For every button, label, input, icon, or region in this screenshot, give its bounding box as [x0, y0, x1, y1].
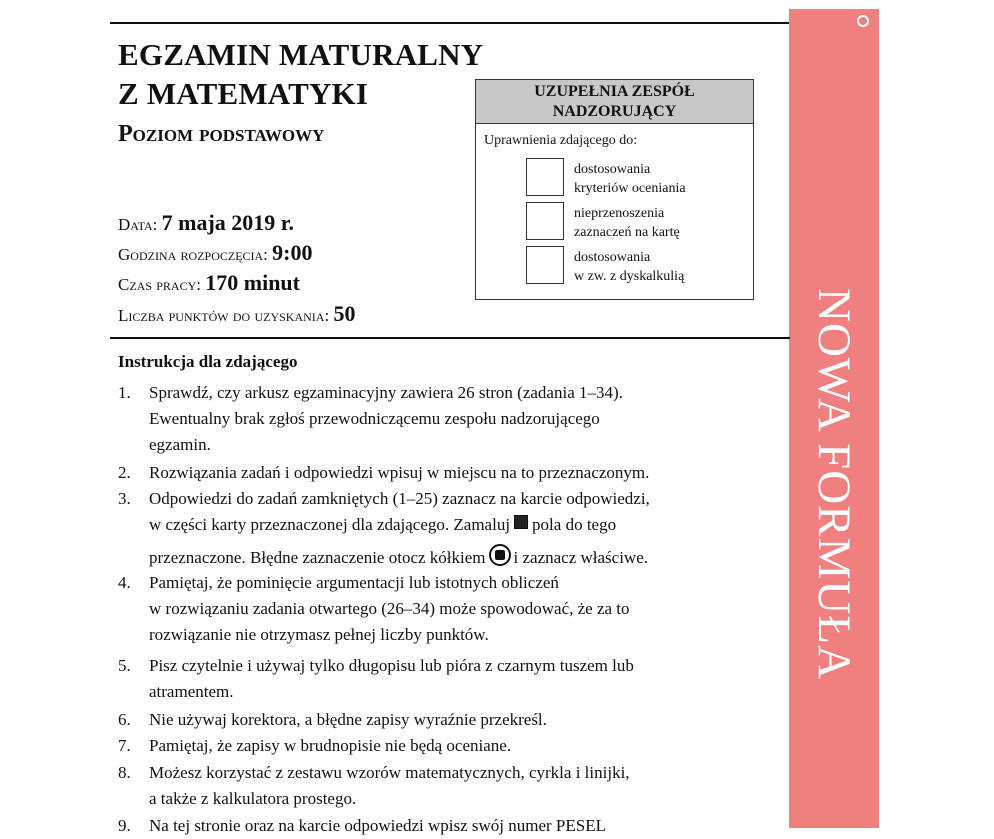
top-rule	[110, 22, 790, 24]
duration-value: 170 minut	[205, 270, 300, 295]
proctor-header-line1: UZUPEŁNIA ZESPÓŁ	[534, 83, 695, 100]
points-label: Liczba punktów do uzyskania:	[118, 306, 330, 325]
date-row	[118, 210, 294, 236]
date-label: Data:	[118, 215, 158, 234]
instruction-item: 8. Możesz korzystać z zestawu wzorów matematycznych, cyrkla i linijki, a także z kalkulatora prostego.	[118, 763, 630, 808]
instruction-item: 3. Odpowiedzi do zadań zamkniętych (1–25) zaznacz na karcie odpowiedzi, w części karty przeznaczonej dla zdającego. Zamaluj pola do tego przeznaczone. Błędne zaznaczenie otocz kółkiem i zaznacz właściwe.	[118, 489, 650, 567]
new-formula-label: NOWA FORMUŁA	[808, 288, 860, 680]
filled-square-icon	[514, 515, 528, 529]
circled-square-icon	[489, 544, 511, 566]
checkbox-label-dyscalculia: dostosowania w zw. z dyskalkulią	[574, 250, 685, 284]
exam-level: Poziom podstawowy	[118, 121, 325, 147]
proctor-header-line2: NADZORUJĄCY	[552, 103, 677, 120]
checkbox-dyscalculia[interactable]	[526, 246, 564, 284]
instruction-item: 7. Pamiętaj, że zapisy w brudnopisie nie będą oceniane.	[118, 736, 512, 755]
checkbox-adapted-grading[interactable]	[526, 158, 564, 196]
band-ring-icon	[857, 15, 869, 27]
instruction-item: 6. Nie używaj korektora, a błędne zapisy wyraźnie przekreśl.	[118, 710, 547, 729]
start-row	[118, 240, 313, 266]
checkbox-label-adapted-grading: dostosowania kryteriów oceniania	[574, 162, 686, 196]
section-rule	[110, 337, 790, 339]
start-value: 9:00	[272, 240, 313, 265]
duration-label: Czas pracy:	[118, 275, 201, 294]
instruction-item: 4. Pamiętaj, że pominięcie argumentacji lub istotnych obliczeń w rozwiązaniu zadania otwartego (26–34) może spowodować, że za to rozwiązanie nie otrzymasz pełnej liczby punktów.	[118, 573, 630, 644]
date-value: 7 maja 2019 r.	[161, 210, 295, 235]
points-value: 50	[333, 301, 356, 326]
proctor-box-header	[476, 80, 753, 124]
exam-title-line1: EGZAMIN MATURALNY	[118, 37, 484, 72]
instruction-item: 9. Na tej stronie oraz na karcie odpowiedzi wpisz swój numer PESEL	[118, 816, 606, 835]
exam-title-line2: Z MATEMATYKI	[118, 76, 369, 111]
points-row	[118, 301, 355, 327]
proctor-box-lead: Uprawnienia zdającego do:	[484, 133, 638, 148]
instructions-title: Instrukcja dla zdającego	[118, 352, 298, 371]
instruction-item: 1. Sprawdź, czy arkusz egzaminacyjny zawiera 26 stron (zadania 1–34). Ewentualny brak zgłoś przewodniczącemu zespołu nadzorującego egzamin.	[118, 383, 623, 454]
checkbox-no-transfer[interactable]	[526, 202, 564, 240]
instruction-item: 5. Pisz czytelnie i używaj tylko długopisu lub pióra z czarnym tuszem lub atramentem.	[118, 656, 634, 701]
instruction-item: 2. Rozwiązania zadań i odpowiedzi wpisuj w miejscu na to przeznaczonym.	[118, 463, 650, 482]
duration-row	[118, 270, 300, 296]
checkbox-label-no-transfer: nieprzenoszenia zaznaczeń na kartę	[574, 206, 680, 240]
start-label: Godzina rozpoczęcia:	[118, 245, 268, 264]
